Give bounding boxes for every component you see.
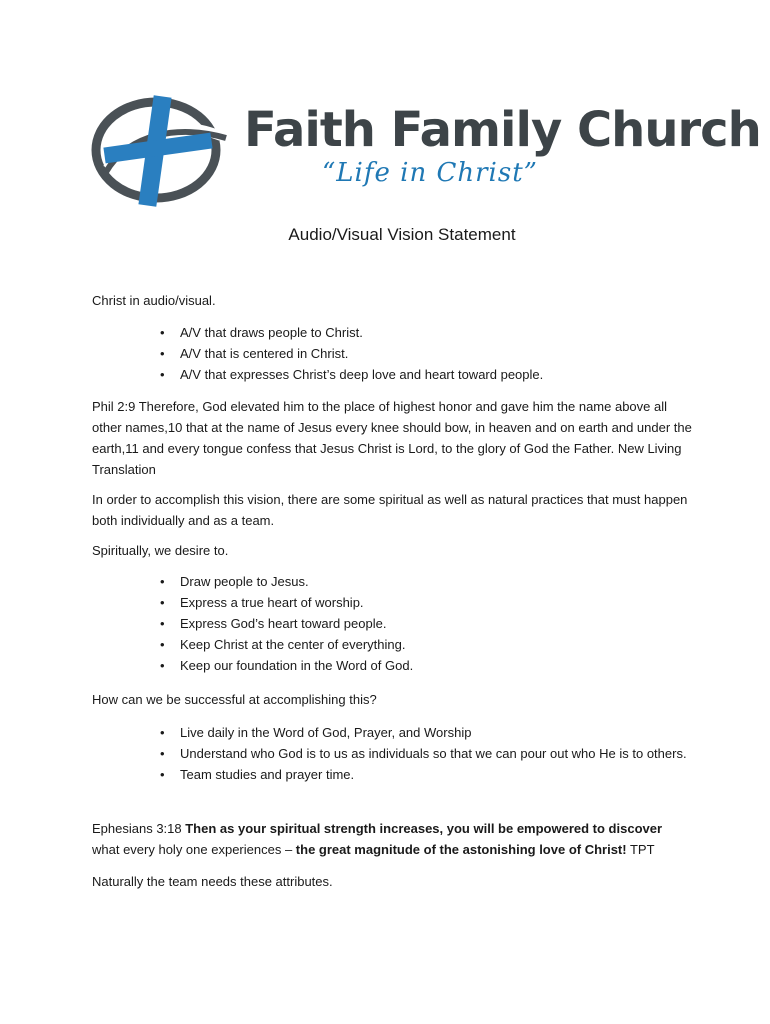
logo-church-name: Faith Family Church (244, 102, 761, 158)
list-item: • A/V that expresses Christ’s deep love and heart toward people. (92, 364, 692, 385)
list-item: • Team studies and prayer time. (92, 764, 692, 785)
ephesians-bold-1: Then as your spiritual strength increases, you will be empowered to discover (185, 821, 663, 836)
closing-text: Naturally the team needs these attributes. (92, 874, 333, 889)
list-item: • A/V that draws people to Christ. (92, 322, 692, 343)
ephesians-bold-2: the great magnitude of the astonishing love of Christ! (295, 842, 627, 857)
list-item: • Express a true heart of worship. (92, 592, 692, 613)
ephesians-ref: Ephesians 3:18 (92, 821, 186, 836)
page-title: Audio/Visual Vision Statement (288, 225, 516, 244)
list-item: • Express God’s heart toward people. (92, 613, 692, 634)
list-item: • Draw people to Jesus. (92, 571, 692, 592)
list-item: • Keep our foundation in the Word of God. (92, 655, 692, 676)
ephesians-end: TPT (626, 842, 655, 857)
verse-paragraph: Phil 2:9 Therefore, God elevated him to the place of highest honor and gave him the name above all other names,10 that at the name of Jesus every knee should bow, in heaven and on earth and under the earth,11 and every tongue confess that Jesus Christ is Lord, to the glory of God the Father. New Living Translation (92, 399, 692, 477)
desire-list (92, 571, 692, 676)
cross-globe-icon (86, 88, 236, 208)
ephesians-paragraph (92, 818, 692, 860)
ephesians-mid: what every holy one experiences – (92, 842, 296, 857)
spiritually-text: Spiritually, we desire to. (92, 543, 229, 558)
list-item: • Live daily in the Word of God, Prayer, and Worship (92, 722, 692, 743)
question-text: How can we be successful at accomplishing this? (92, 692, 377, 707)
list-item: • Understand who God is to us as individuals so that we can pour out who He is to others. (92, 743, 692, 764)
success-list (92, 722, 692, 785)
accomplish-paragraph: In order to accomplish this vision, there are some spiritual as well as natural practices that must happen both individually and as a team. (92, 492, 688, 528)
list-item: • A/V that is centered in Christ. (92, 343, 692, 364)
logo-tagline: “Life in Christ” (322, 158, 538, 188)
vision-list (92, 322, 692, 385)
intro-text: Christ in audio/visual. (92, 293, 216, 308)
church-logo (86, 88, 761, 208)
list-item: • Keep Christ at the center of everything. (92, 634, 692, 655)
